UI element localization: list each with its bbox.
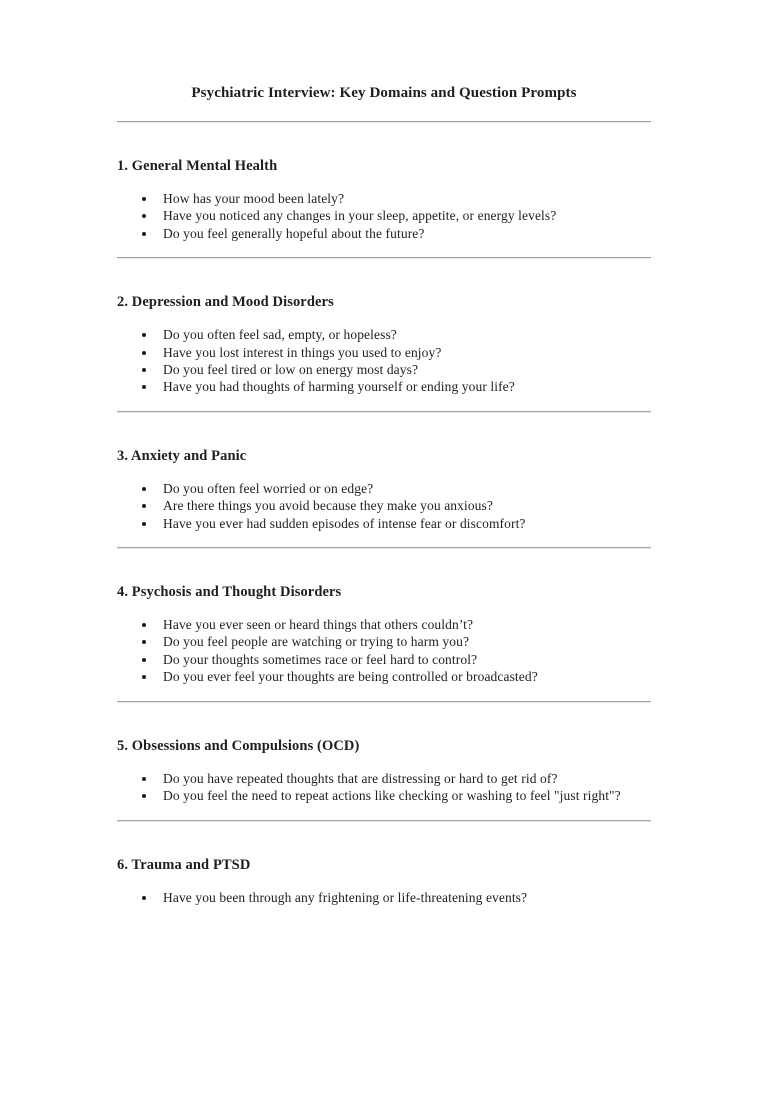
bullet-icon: [142, 385, 146, 389]
question-section: [117, 293, 651, 413]
question-text: Do you feel generally hopeful about the future?: [163, 225, 425, 241]
question-text: Do you often feel sad, empty, or hopeless?: [163, 327, 397, 343]
question-list: [117, 480, 651, 532]
bullet-icon: [142, 214, 146, 218]
question-text: Have you had thoughts of harming yourself or ending your life?: [163, 379, 515, 395]
document-title: Psychiatric Interview: Key Domains and Question Prompts: [191, 85, 577, 101]
question-text: Do you feel tired or low on energy most days?: [163, 362, 419, 378]
question-text: Do you feel the need to repeat actions like checking or washing to feel "just right"?: [163, 788, 621, 804]
bullet-icon: [142, 777, 146, 781]
question-text: Have you ever seen or heard things that others couldn’t?: [163, 617, 474, 633]
bullet-icon: [142, 896, 146, 900]
question-text: Are there things you avoid because they make you anxious?: [163, 498, 493, 514]
section-divider: [117, 701, 651, 703]
bullet-icon: [142, 675, 146, 679]
question-list: [117, 889, 651, 906]
question-list: [117, 616, 651, 686]
question-item: [163, 190, 651, 207]
question-item: [163, 225, 651, 242]
section-divider: [117, 257, 651, 259]
question-list: [117, 190, 651, 242]
question-item: [163, 633, 651, 650]
question-text: Do you have repeated thoughts that are distressing or hard to get rid of?: [163, 770, 558, 786]
bullet-icon: [142, 197, 146, 201]
bullet-icon: [142, 623, 146, 627]
question-item: [163, 497, 651, 514]
bullet-icon: [142, 658, 146, 662]
section-heading: 3. Anxiety and Panic: [117, 447, 247, 464]
title-divider: [117, 121, 651, 123]
bullet-icon: [142, 640, 146, 644]
question-list: [117, 326, 651, 396]
question-text: Do you feel people are watching or trying to harm you?: [163, 634, 470, 650]
section-heading: 2. Depression and Mood Disorders: [117, 294, 334, 311]
bullet-icon: [142, 487, 146, 491]
section-divider: [117, 547, 651, 549]
question-item: [163, 207, 651, 224]
question-text: Have you lost interest in things you used to enjoy?: [163, 344, 442, 360]
question-section: [117, 583, 651, 703]
question-section: [117, 157, 651, 259]
question-list: [117, 770, 651, 805]
question-text: Have you been through any frightening or life-threatening events?: [163, 889, 528, 905]
question-item: [163, 616, 651, 633]
section-heading: 4. Psychosis and Thought Disorders: [117, 584, 342, 601]
question-text: Have you ever had sudden episodes of intense fear or discomfort?: [163, 515, 526, 531]
question-item: [163, 515, 651, 532]
question-item: [163, 480, 651, 497]
question-item: [163, 889, 651, 906]
bullet-icon: [142, 232, 146, 236]
bullet-icon: [142, 351, 146, 355]
question-section: [117, 737, 651, 822]
question-item: [163, 787, 651, 804]
document-page: [0, 83, 768, 1107]
sections-container: [117, 157, 651, 906]
question-section: [117, 447, 651, 549]
question-item: [163, 668, 651, 685]
question-item: [163, 378, 651, 395]
bullet-icon: [142, 368, 146, 372]
bullet-icon: [142, 794, 146, 798]
section-heading: 5. Obsessions and Compulsions (OCD): [117, 737, 360, 754]
question-item: [163, 344, 651, 361]
question-text: Do your thoughts sometimes race or feel hard to control?: [163, 651, 478, 667]
question-item: [163, 326, 651, 343]
bullet-icon: [142, 504, 146, 508]
question-text: Do you ever feel your thoughts are being controlled or broadcasted?: [163, 669, 538, 685]
question-text: How has your mood been lately?: [163, 191, 345, 206]
question-item: [163, 361, 651, 378]
bullet-icon: [142, 333, 146, 337]
section-heading: 6. Trauma and PTSD: [117, 856, 251, 873]
section-divider: [117, 411, 651, 413]
question-item: [163, 651, 651, 668]
section-heading: 1. General Mental Health: [117, 158, 278, 174]
section-divider: [117, 820, 651, 822]
question-text: Have you noticed any changes in your sleep, appetite, or energy levels?: [163, 208, 557, 224]
question-item: [163, 770, 651, 787]
bullet-icon: [142, 522, 146, 526]
question-section: [117, 856, 651, 906]
question-text: Do you often feel worried or on edge?: [163, 480, 374, 496]
